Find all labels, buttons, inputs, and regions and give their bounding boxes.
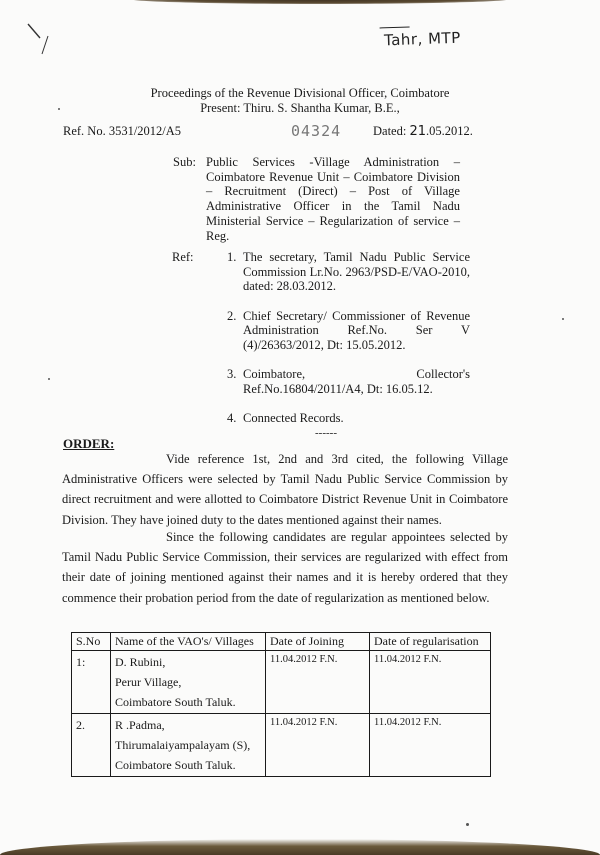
proceedings-title: Proceedings of the Revenue Divisional Officer, Coimbatore xyxy=(150,86,450,100)
reference-item: 4. Connected Records. xyxy=(227,411,344,426)
header-name: Name of the VAO's/ Villages xyxy=(111,633,266,651)
scan-shadow-top xyxy=(130,0,510,4)
table-header-row xyxy=(72,633,491,651)
table-row xyxy=(72,651,491,714)
subject-text: Public Services -Village Administration – Coimbatore Revenue Unit – Coimbatore Division – Recruitment (Direct) – Post of Village Administrative Officer in the Tamil Nadu Ministerial Service – Regularization of service – Reg. xyxy=(206,155,460,243)
vao-village: Perur Village, xyxy=(115,675,182,689)
cell-sno: 1: xyxy=(72,651,111,714)
table-row xyxy=(72,714,491,777)
stamp-number: 04324 xyxy=(291,122,342,140)
reference-item: 2. Chief Secretary/ Commissioner of Revenue Administration Ref.No. Ser V (4)/26363/2012, Dt: 15.05.2012. xyxy=(227,308,470,353)
dated-rest: .05.2012. xyxy=(426,124,473,138)
reference-item: 3. Coimbatore, Collector's Ref.No.16804/2011/A4, Dt: 16.05.12. xyxy=(227,367,470,396)
cell-date-regularisation: 11.04.2012 F.N. xyxy=(370,714,491,777)
scan-shadow-bottom xyxy=(0,839,600,855)
section-separator: ------ xyxy=(315,427,337,439)
order-heading: ORDER: xyxy=(63,436,115,451)
vao-name: D. Rubini, xyxy=(115,655,166,669)
handwritten-tick-mark xyxy=(26,20,66,60)
scan-speck xyxy=(58,108,60,110)
vao-taluk: Coimbatore South Taluk. xyxy=(115,758,236,772)
scan-speck xyxy=(562,318,564,320)
dated-label: Dated: xyxy=(373,124,407,138)
cell-sno: 2. xyxy=(72,714,111,777)
dated-handwritten-day: 21 xyxy=(409,124,426,139)
order-paragraph-1: Vide reference 1st, 2nd and 3rd cited, the following Village Administrative Officers were selected by Tamil Nadu Public Service Commission by direct recruitment and were allotted to Coimbatore District Revenue Unit in Coimbatore Division. They have joined duty to the dates mentioned against their names. xyxy=(62,452,508,527)
subject-label: Sub: xyxy=(173,155,196,169)
references-label: Ref: xyxy=(172,250,194,264)
reference-item: 1. The secretary, Tamil Nadu Public Service Commission Lr.No. 2963/PSD-E/VAO-2010, dated: 28.03.2012. xyxy=(227,250,470,294)
cell-date-joining: 11.04.2012 F.N. xyxy=(266,651,370,714)
scan-speck xyxy=(48,378,50,380)
order-paragraph-2: Since the following candidates are regular appointees selected by Tamil Nadu Public Service Commission, their services are regularized with effect from their date of joining mentioned against their names and it is hereby ordered that they commence their probation period from the date of regularization as mentioned below. xyxy=(62,530,508,605)
header-date-joining: Date of Joining xyxy=(266,633,370,651)
references-list xyxy=(227,250,470,440)
dated-field xyxy=(373,124,473,139)
vao-village: Thirumalaiyampalayam (S), xyxy=(115,738,251,752)
cell-name-village xyxy=(111,651,266,714)
cell-name-village xyxy=(111,714,266,777)
handwritten-note: Tahr, MTP xyxy=(383,28,462,50)
header-date-regularisation: Date of regularisation xyxy=(370,633,491,651)
vao-regularisation-table xyxy=(71,632,491,777)
vao-name: R .Padma, xyxy=(115,718,165,732)
ref-number: Ref. No. 3531/2012/A5 xyxy=(63,124,182,138)
cell-date-joining: 11.04.2012 F.N. xyxy=(266,714,370,777)
document-header xyxy=(0,86,600,116)
vao-taluk: Coimbatore South Taluk. xyxy=(115,695,236,709)
header-sno: S.No xyxy=(72,633,111,651)
scan-speck xyxy=(466,823,469,826)
cell-date-regularisation: 11.04.2012 F.N. xyxy=(370,651,491,714)
present-officer: Present: Thiru. S. Shantha Kumar, B.E., xyxy=(200,101,400,115)
